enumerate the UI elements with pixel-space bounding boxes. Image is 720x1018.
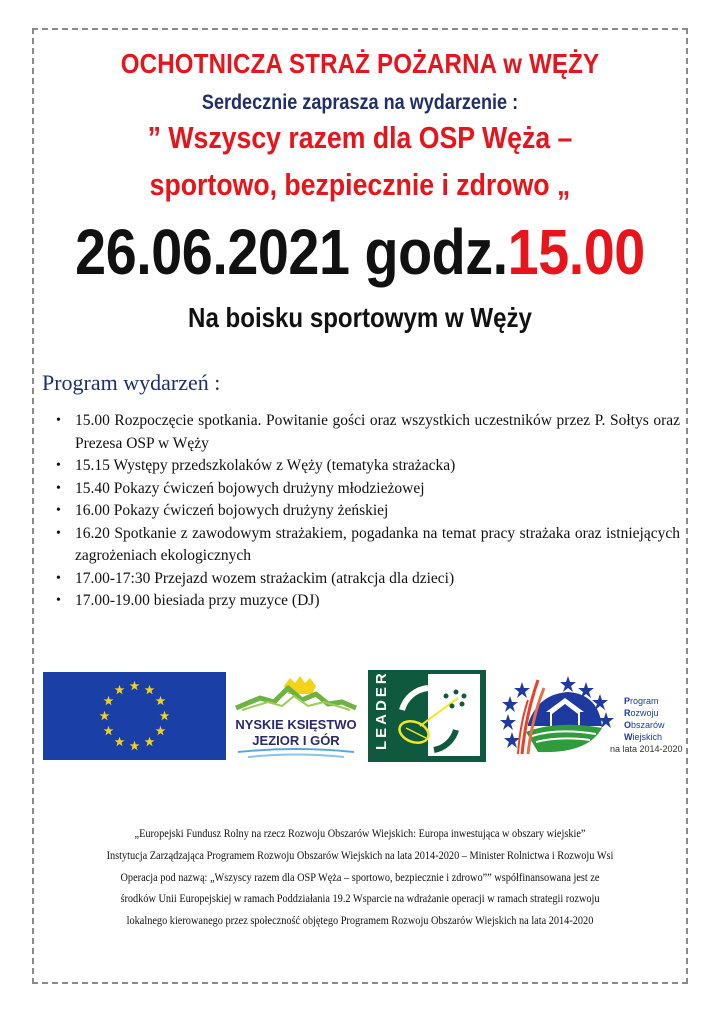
program-item-text: 15.00 Rozpoczęcie spotkania. Powitanie gości oraz wszystkich uczestników przez P. Sołtys oraz Prezesa OSP w Węży <box>75 412 680 452</box>
program-item-text: 15.15 Występy przedszkolaków z Węży (tematyka strażacka) <box>75 457 456 474</box>
bullet-icon: • <box>56 503 61 518</box>
prow-years: na lata 2014-2020 <box>610 744 683 754</box>
program-title: Program wydarzeń : <box>42 370 221 395</box>
invitation-subheading: Serdecznie zaprasza na wydarzenie : <box>201 91 519 114</box>
program-item <box>52 478 680 501</box>
prow-line-wiejskich: Wiejskich <box>624 732 663 742</box>
bullet-icon: • <box>56 413 61 428</box>
event-title-line-1: ” Wszyscy razem dla OSP Węża – <box>147 120 573 155</box>
event-location: Na boisku sportowym w Węży <box>188 302 532 333</box>
event-time: 15.00 <box>507 216 645 288</box>
event-date: 26.06.2021 godz. <box>75 216 508 288</box>
organization-heading: OCHOTNICZA STRAŻ POŻARNA w WĘŻY <box>120 48 600 79</box>
program-item <box>52 568 680 591</box>
lgd-line-1: NYSKIE KSIĘSTWO <box>235 717 357 732</box>
event-datetime <box>47 215 673 289</box>
footer-line: „Europejski Fundusz Rolny na rzecz Rozwoju Obszarów Wiejskich: Europa inwestująca w obszary wiejskie” <box>134 828 586 840</box>
bullet-icon: • <box>56 593 61 608</box>
program-item <box>52 523 680 568</box>
bullet-icon: • <box>56 458 61 473</box>
program-item <box>52 590 680 613</box>
program-item <box>52 500 680 523</box>
eu-flag-icon <box>43 672 226 760</box>
prow-line-obszarow: Obszarów <box>624 720 665 730</box>
program-item-text: 16.20 Spotkanie z zawodowym strażakiem, pogadanka na temat pracy strażaka oraz istniejących zagrożeniach ekologicznych <box>75 524 680 564</box>
program-item <box>52 455 680 478</box>
funding-footer <box>40 824 680 933</box>
program-list <box>52 410 680 613</box>
leader-text: LEADER <box>373 670 390 750</box>
event-title-line-2: sportowo, bezpiecznie i zdrowo „ <box>149 167 571 202</box>
footer-line: Operacja pod nazwą: „Wszyscy razem dla OSP Węża – sportowo, bezpiecznie i zdrowo”” współfinansowana jest ze <box>120 871 600 884</box>
footer-line: lokalnego kierowanego przez społeczność objętego Programem Rozwoju Obszarów Wiejskich na lata 2014-2020 <box>126 915 594 928</box>
bullet-icon: • <box>56 570 61 586</box>
prow-line-program: Program <box>624 696 659 706</box>
prow-line-rozwoju: Rozwoju <box>624 708 659 718</box>
footer-line: środków Unii Europejskiej w ramach Poddziałania 19.2 Wsparcie na wdrażanie operacji w ramach strategii rozwoju <box>120 893 600 906</box>
prow-logo <box>498 674 686 758</box>
bullet-icon: • <box>56 525 61 541</box>
leader-logo <box>368 670 486 762</box>
bullet-icon: • <box>56 480 61 496</box>
program-item-text: 17.00-19.00 biesiada przy muzyce (DJ) <box>75 592 320 609</box>
program-item-text: 17.00-17:30 Przejazd wozem strażackim (atrakcja dla dzieci) <box>75 569 455 587</box>
program-item-text: 16.00 Pokazy ćwiczeń bojowych drużyny żeńskiej <box>75 502 389 519</box>
program-item <box>52 410 680 455</box>
sponsor-logos <box>0 670 720 760</box>
lgd-line-2: JEZIOR I GÓR <box>252 733 340 748</box>
program-item-text: 15.40 Pokazy ćwiczeń bojowych drużyny młodzieżowej <box>75 479 425 497</box>
footer-line: Instytucja Zarządzająca Programem Rozwoju Obszarów Wiejskich na lata 2014-2020 – Minister Rolnictwa i Rozwoju Wsi <box>106 849 614 862</box>
lgd-nyskie-ksiestwo-logo <box>232 672 360 760</box>
